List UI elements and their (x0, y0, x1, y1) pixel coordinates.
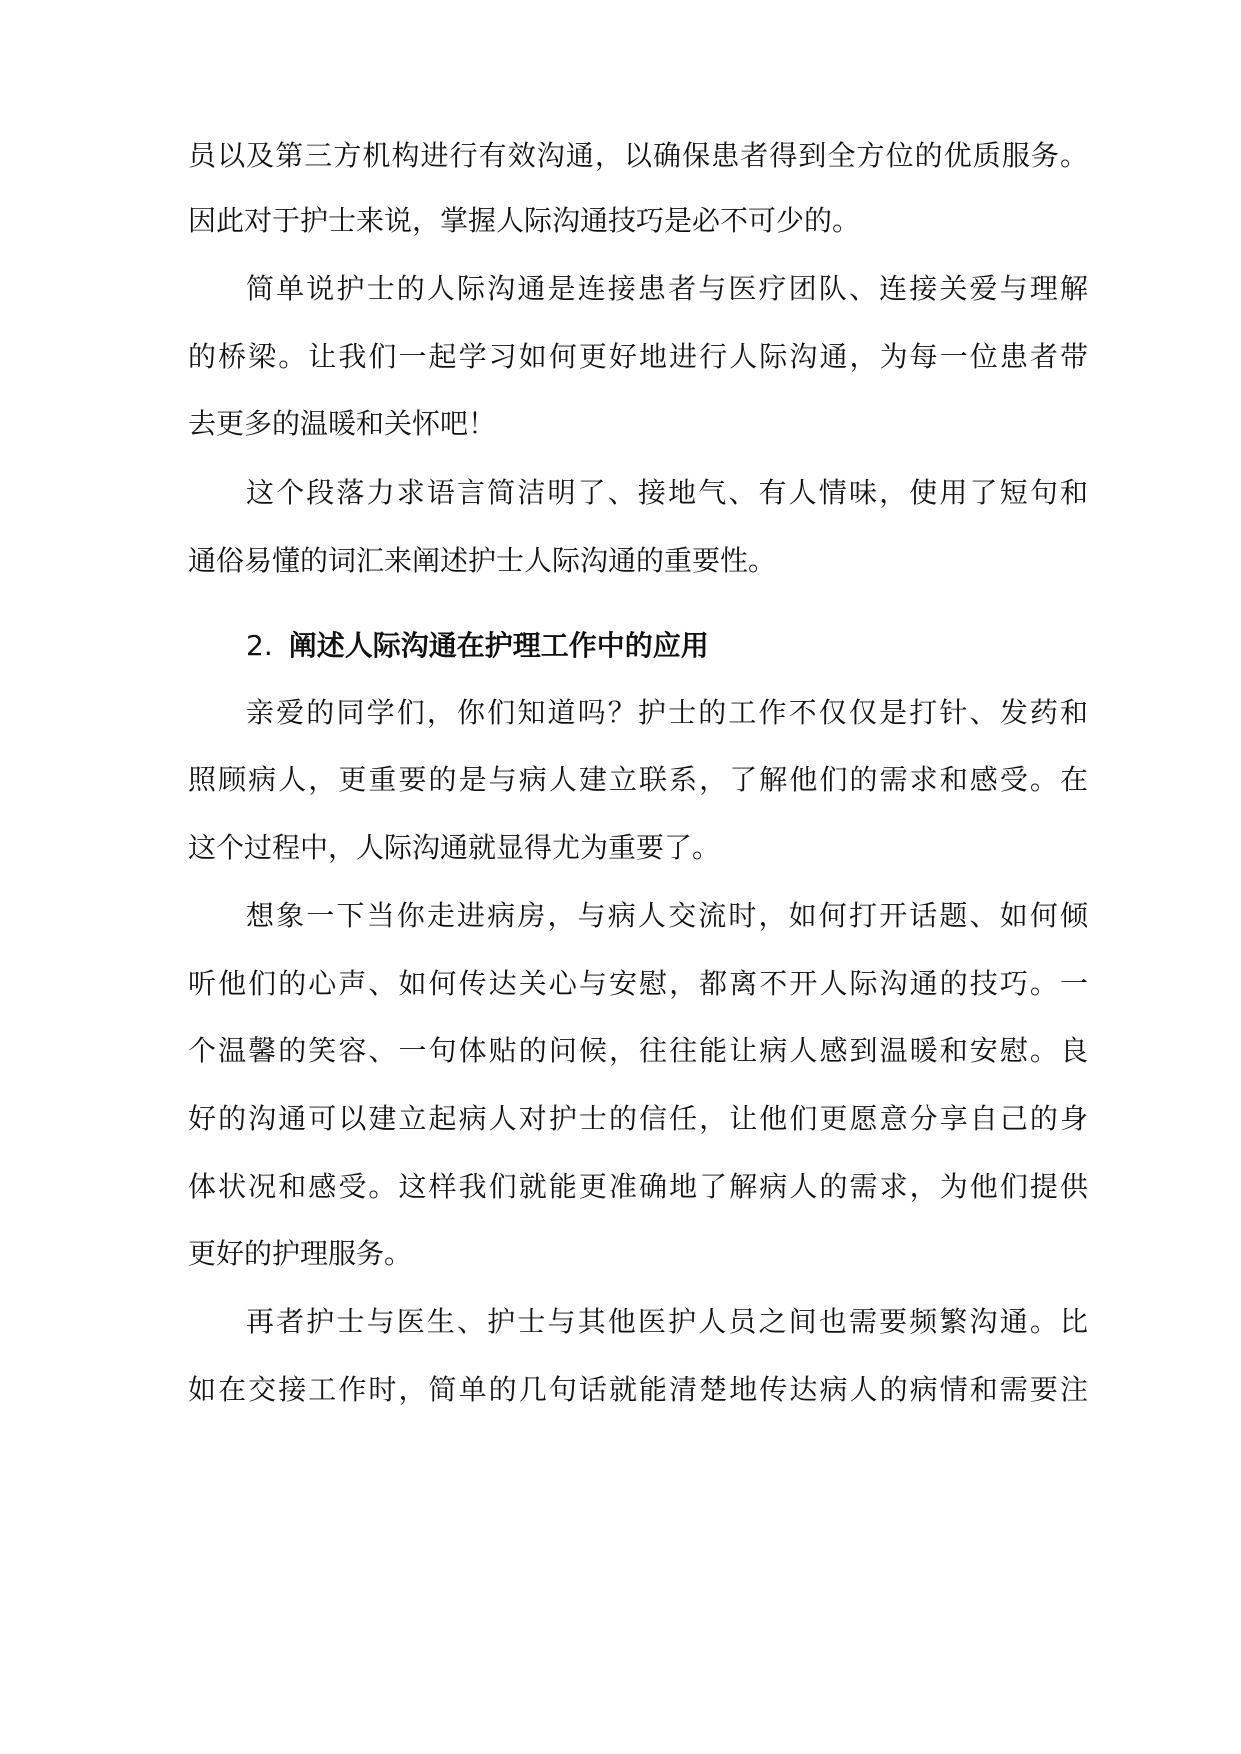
text-line: 去更多的温暖和关怀吧！ (188, 407, 497, 440)
text-line: 简单说护士的人际沟通是连接患者与医疗团队、连接关爱与理解 (246, 272, 1088, 305)
text-line: 照顾病人，更重要的是与病人建立联系，了解他们的需求和感受。在 (188, 763, 1088, 796)
text-line: 亲爱的同学们，你们知道吗？护士的工作不仅仅是打针、发药和 (246, 696, 1088, 729)
text-line: 想象一下当你走进病房，与病人交流时，如何打开话题、如何倾 (246, 899, 1088, 932)
text-line: 这个过程中，人际沟通就显得尤为重要了。 (188, 831, 721, 864)
text-line: 好的沟通可以建立起病人对护士的信任，让他们更愿意分享自己的身 (188, 1102, 1088, 1135)
text-line: 这个段落力求语言简洁明了、接地气、有人情味，使用了短句和 (246, 476, 1088, 509)
text-line: 通俗易懂的词汇来阐述护士人际沟通的重要性。 (188, 544, 777, 577)
text-line: 再者护士与医生、护士与其他医护人员之间也需要频繁沟通。比 (246, 1305, 1088, 1338)
text-line: 员以及第三方机构进行有效沟通，以确保患者得到全方位的优质服务。 (188, 139, 1088, 172)
text-line: 的桥梁。让我们一起学习如何更好地进行人际沟通，为每一位患者带 (188, 340, 1088, 373)
section-title: 阐述人际沟通在护理工作中的应用 (288, 629, 709, 662)
text-line: 体状况和感受。这样我们就能更准确地了解病人的需求，为他们提供 (188, 1170, 1088, 1203)
section-heading (246, 626, 709, 666)
text-line: 更好的护理服务。 (188, 1237, 413, 1270)
text-line: 因此对于护士来说，掌握人际沟通技巧是必不可少的。 (188, 204, 861, 237)
section-number: 2. (246, 629, 273, 662)
text-line: 听他们的心声、如何传达关心与安慰，都离不开人际沟通的技巧。一 (188, 967, 1088, 1000)
text-line: 个温馨的笑容、一句体贴的问候，往往能让病人感到温暖和安慰。良 (188, 1034, 1088, 1067)
text-line: 如在交接工作时，简单的几句话就能清楚地传达病人的病情和需要注 (188, 1373, 1088, 1406)
